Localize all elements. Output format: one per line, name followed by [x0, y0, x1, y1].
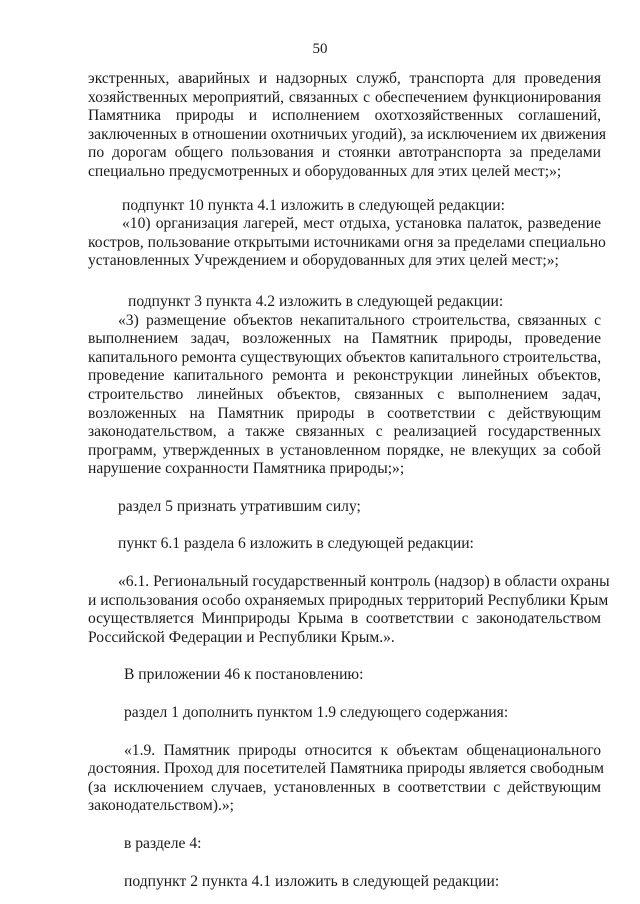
text-line: программ, утвержденных в установленном порядке, не влекущих за собой	[88, 441, 601, 459]
text-line: законодательством, а также связанных с реализацией государственных	[88, 423, 601, 441]
paragraph-instruction	[88, 535, 601, 554]
text-line: достояния. Проход для посетителей Памятника природы является свободным	[88, 760, 604, 778]
text-line: пункт 6.1 раздела 6 изложить в следующей редакции:	[118, 535, 474, 553]
paragraph-instruction	[88, 293, 601, 312]
paragraph-continuation	[88, 70, 607, 182]
text-line: возложенных на Памятник природы в соответствии с действующим	[88, 404, 601, 422]
text-line: законодательством).»;	[88, 797, 235, 815]
text-line: раздел 1 дополнить пунктом 1.9 следующего содержания:	[124, 704, 509, 722]
text-line: выполнением задач, возложенных на Памятник природы, проведение	[88, 330, 601, 348]
text-line: В приложении 46 к постановлению:	[124, 666, 364, 684]
text-line: «3) размещение объектов некапитального строительства, связанных с	[118, 311, 601, 329]
paragraph-quote	[88, 573, 610, 647]
text-line: хозяйственных мероприятий, связанных с обеспечением функционирования	[88, 88, 601, 106]
text-line: Памятника природы и исполнением охотхозяйственных соглашений,	[88, 107, 601, 125]
text-line: по дорогам общего пользования и стоянки автотранспорта за пределами	[88, 144, 601, 162]
text-line: заключенных в отношении охотничьих угодий), за исключением их движения	[88, 125, 607, 143]
text-line: подпункт 2 пункта 4.1 изложить в следующей редакции:	[124, 872, 500, 890]
text-line: осуществляется Минприроды Крыма в соответствии с законодательством	[88, 610, 601, 628]
text-line: раздел 5 признать утратившим силу;	[118, 497, 361, 515]
text-line: экстренных, аварийных и надзорных служб, транспорта для проведения	[88, 70, 601, 87]
paragraph-instruction	[88, 873, 601, 892]
text-line: специально предусмотренных и оборудованных для этих целей мест;»;	[88, 162, 562, 180]
text-line: подпункт 3 пункта 4.2 изложить в следующей редакции:	[128, 292, 504, 310]
text-line: «6.1. Региональный государственный контроль (надзор) в области охраны	[118, 573, 610, 591]
paragraph-instruction	[88, 835, 601, 854]
text-line: костров, пользование открытыми источниками огня за пределами специально	[88, 233, 606, 251]
text-line: строительство линейных объектов, связанных с выполнением задач,	[88, 385, 601, 403]
paragraph-quote	[88, 741, 604, 816]
paragraph-instruction	[88, 197, 601, 216]
text-line: Российской Федерации и Республики Крым.».	[88, 628, 395, 646]
paragraph-instruction	[88, 498, 601, 517]
text-line: в разделе 4:	[124, 835, 202, 852]
text-line: (за исключением случаев, установленных в соответствии с действующим	[88, 778, 601, 796]
text-line: установленных Учреждением и оборудованных для этих целей мест;»;	[88, 252, 559, 270]
text-line: капитального ремонта существующих объектов капитального строительства,	[88, 348, 602, 366]
text-line: «10) организация лагерей, мест отдыха, установка палаток, разведение	[122, 215, 601, 233]
text-line: «1.9. Памятник природы относится к объектам общенационального	[124, 741, 601, 759]
paragraph-instruction	[88, 666, 601, 685]
document-body	[88, 70, 610, 891]
text-line: проведение капитального ремонта и реконструкции линейных объектов,	[88, 367, 601, 385]
paragraph-quote	[88, 312, 601, 479]
text-line: нарушение сохранности Памятника природы;»;	[88, 460, 405, 478]
text-line: подпункт 10 пункта 4.1 изложить в следующей редакции:	[122, 196, 505, 214]
page-number: 50	[312, 41, 328, 57]
text-line: и использования особо охраняемых природных территорий Республики Крым	[88, 591, 609, 609]
paragraph-instruction	[88, 704, 601, 723]
paragraph-quote	[88, 215, 606, 271]
